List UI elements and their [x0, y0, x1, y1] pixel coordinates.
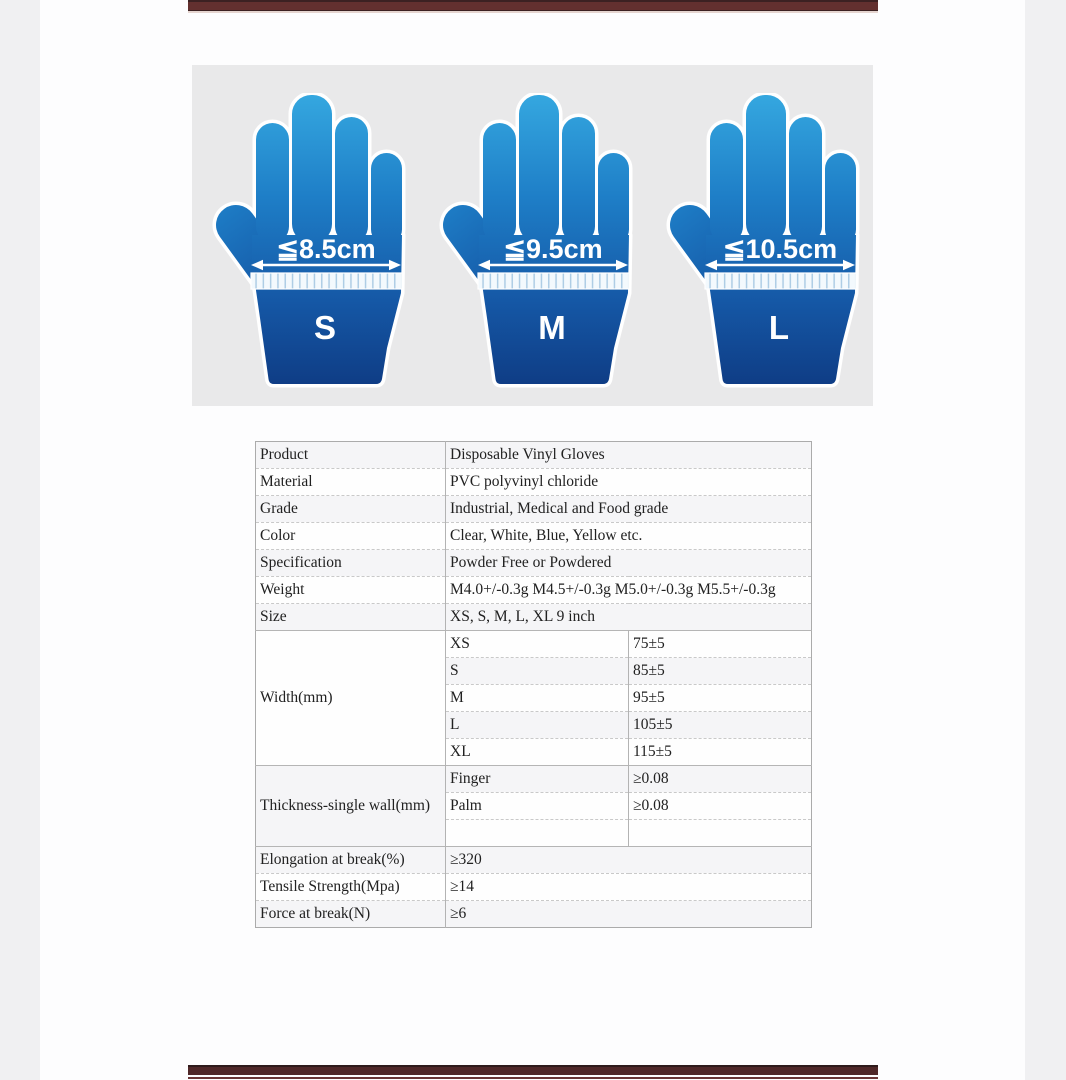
table-row	[256, 901, 812, 928]
table-row	[256, 550, 812, 577]
row-label: Grade	[256, 496, 446, 523]
width-value: 95±5	[629, 685, 812, 712]
row-label: Elongation at break(%)	[256, 847, 446, 874]
glove-size-letter: M	[538, 309, 566, 346]
glove-card-large	[648, 93, 868, 393]
glove-size-letter: S	[313, 309, 337, 346]
glove-size-letter: L	[768, 309, 790, 346]
width-size: L	[446, 712, 629, 739]
thickness-group-label: Thickness-single wall(mm)	[256, 766, 446, 847]
row-value: ≥14	[446, 874, 812, 901]
glove-size-chart-image	[192, 65, 873, 406]
table-row	[256, 442, 812, 469]
bottom-accent-bar	[188, 1065, 878, 1075]
width-group-label: Width(mm)	[256, 631, 446, 766]
table-row	[256, 874, 812, 901]
thickness-value: ≥0.08	[629, 793, 812, 820]
glove-width-label: ≦9.5cm	[503, 234, 603, 264]
width-value: 105±5	[629, 712, 812, 739]
width-size: M	[446, 685, 629, 712]
table-row	[256, 469, 812, 496]
ruler-band	[705, 273, 856, 289]
table-row	[256, 847, 812, 874]
row-value: ≥320	[446, 847, 812, 874]
width-value: 85±5	[629, 658, 812, 685]
row-value: PVC polyvinyl chloride	[446, 469, 812, 496]
table-row	[256, 631, 812, 658]
row-label: Material	[256, 469, 446, 496]
ruler-band	[251, 273, 402, 289]
glove-illustration	[648, 93, 868, 393]
row-value: Industrial, Medical and Food grade	[446, 496, 812, 523]
table-row	[256, 496, 812, 523]
table-row	[256, 604, 812, 631]
row-label: Force at break(N)	[256, 901, 446, 928]
thickness-part: Palm	[446, 793, 629, 820]
thickness-value: ≥0.08	[629, 766, 812, 793]
top-accent-underline	[188, 11, 878, 13]
row-label: Size	[256, 604, 446, 631]
thickness-part: Finger	[446, 766, 629, 793]
row-value: XS, S, M, L, XL 9 inch	[446, 604, 812, 631]
empty-cell	[629, 820, 812, 847]
row-label: Weight	[256, 577, 446, 604]
glove-card-small	[194, 93, 414, 393]
ruler-band	[478, 273, 629, 289]
row-label: Tensile Strength(Mpa)	[256, 874, 446, 901]
empty-cell	[446, 820, 629, 847]
table-row	[256, 577, 812, 604]
row-label: Specification	[256, 550, 446, 577]
table-row	[256, 766, 812, 793]
spec-table	[255, 441, 812, 928]
glove-illustration	[421, 93, 641, 393]
row-label: Color	[256, 523, 446, 550]
width-size: XS	[446, 631, 629, 658]
glove-card-medium	[421, 93, 641, 393]
bottom-accent-underline	[188, 1077, 878, 1079]
row-label: Product	[256, 442, 446, 469]
width-size: XL	[446, 739, 629, 766]
width-value: 75±5	[629, 631, 812, 658]
row-value: Powder Free or Powdered	[446, 550, 812, 577]
row-value: Disposable Vinyl Gloves	[450, 446, 605, 463]
spec-table-wrap	[255, 441, 812, 928]
glove-width-label: ≦8.5cm	[276, 234, 376, 264]
width-value: 115±5	[629, 739, 812, 766]
width-size: S	[446, 658, 629, 685]
glove-illustration	[194, 93, 414, 393]
row-value: Clear, White, Blue, Yellow etc.	[446, 523, 812, 550]
row-value: M4.0+/-0.3g M4.5+/-0.3g M5.0+/-0.3g M5.5+/-0.3g	[446, 577, 812, 604]
top-accent-bar	[188, 0, 878, 11]
table-row	[256, 523, 812, 550]
row-value: ≥6	[446, 901, 812, 928]
glove-width-label: ≦10.5cm	[722, 234, 838, 264]
